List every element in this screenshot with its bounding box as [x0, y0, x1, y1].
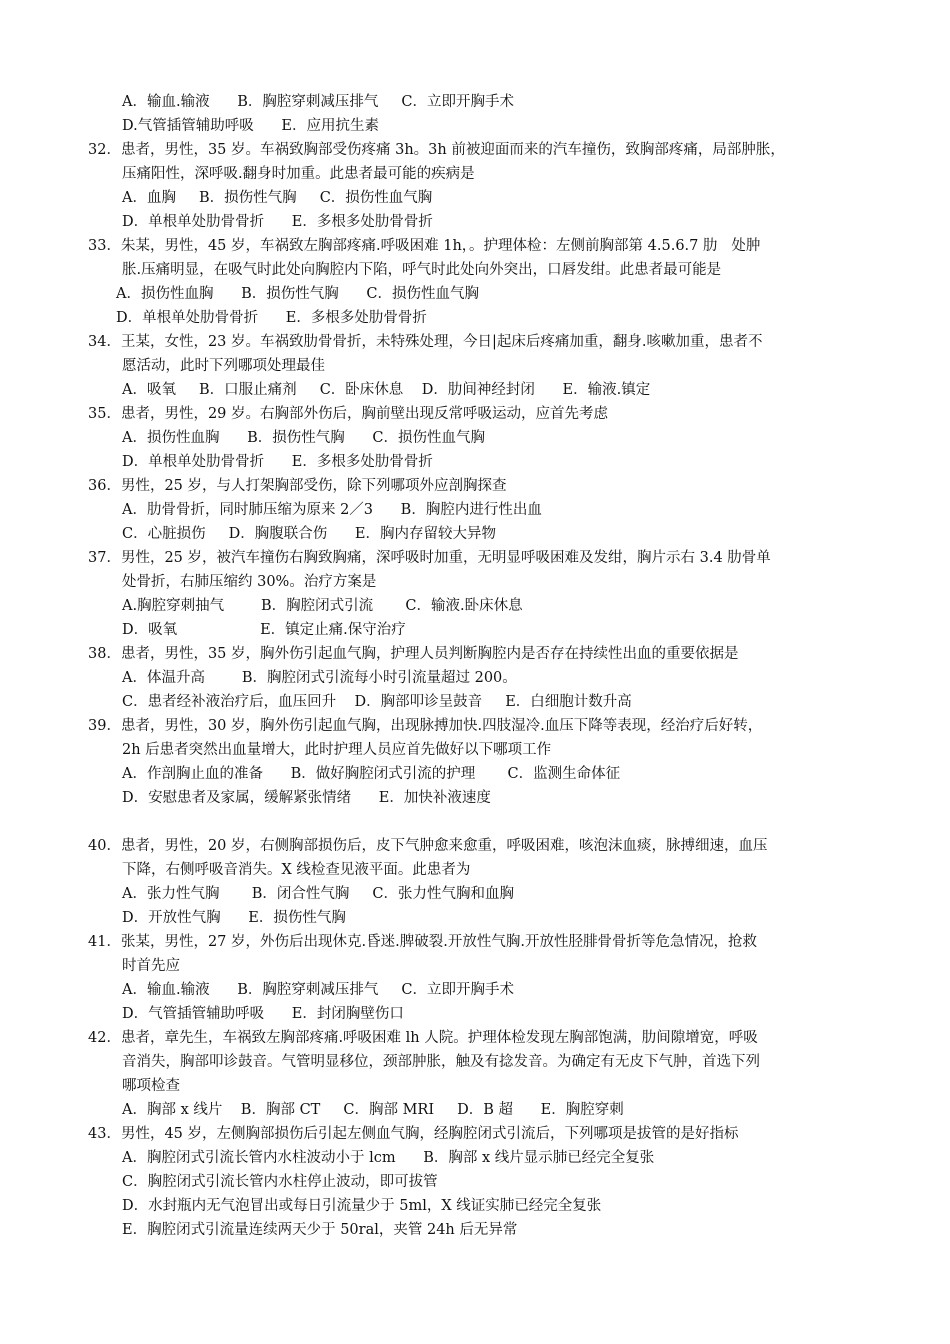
question-continuation: 处骨折，右肺压缩约 30%。治疗方案是: [122, 574, 377, 590]
option-line: D．气管插管辅助呼吸 E．封闭胸壁伤口: [122, 1006, 404, 1022]
question-continuation: 下降，右侧呼吸音消失。X 线检查见液平面。此患者为: [122, 862, 471, 878]
option-line: E．胸腔闭式引流量连续两天少于 50ral，夹管 24h 后无异常: [122, 1222, 518, 1238]
question-line: 32．患者，男性，35 岁。车祸致胸部受伤疼痛 3h。3h 前被迎面而来的汽车撞伤，致胸部疼痛，局部肿胀，: [88, 142, 785, 158]
question-continuation: 时首先应: [122, 958, 180, 974]
option-line: D．单根单处肋骨骨折 E．多根多处肋骨骨折: [122, 214, 433, 230]
question-line: 36．男性，25 岁，与人打架胸部受伤，除下列哪项外应剖胸探查: [88, 478, 507, 494]
question-line: 38．患者，男性，35 岁，胸外伤引起血气胸，护理人员判断胸腔内是否存在持续性出血的重要依据是: [88, 646, 739, 662]
question-line: 39．患者，男性，30 岁，胸外伤引起血气胸，出现脉搏加快.四肢湿冷.血压下降等表现，经治疗后好转，: [88, 718, 763, 734]
option-line: A．血胸 B．损伤性气胸 C．损伤性血气胸: [122, 190, 433, 206]
option-line: A．吸氧 B．口服止痛剂 C．卧床休息 D．肋间神经封闭 E．输液.镇定: [122, 382, 651, 398]
option-line: D.气管插管辅助呼吸 E．应用抗生素: [122, 118, 379, 134]
question-line: 42．患者，章先生，车祸致左胸部疼痛.呼吸困难 lh 人院。护理体检发现左胸部饱满，肋间隙增宽，呼吸: [88, 1030, 758, 1046]
question-line: 43．男性，45 岁，左侧胸部损伤后引起左侧血气胸，经胸腔闭式引流后，下列哪项是拔管的是好指标: [88, 1126, 739, 1142]
question-line: 33．朱某，男性，45 岁，车祸致左胸部疼痛.呼吸困难 1h，。护理体检：左侧前胸部第 4.5.6.7 肋 处肿: [88, 238, 761, 254]
option-line: C．患者经补液治疗后，血压回升 D．胸部叩诊呈鼓音 E．白细胞计数升高: [122, 694, 632, 710]
option-line: D．单根单处肋骨骨折 E．多根多处肋骨骨折: [122, 454, 433, 470]
option-line: D．水封瓶内无气泡冒出或每日引流量少于 5ml，X 线证实肺已经完全复张: [122, 1198, 602, 1214]
question-continuation: 音消失，胸部叩诊鼓音。气管明显移位，颈部肿胀，触及有捻发音。为确定有无皮下气肿，首选下列: [122, 1054, 760, 1070]
option-line: C．胸腔闭式引流长管内水柱停止波动，即可拔管: [122, 1174, 438, 1190]
option-line: A．张力性气胸 B．闭合性气胸 C．张力性气胸和血胸: [122, 886, 515, 902]
option-line: D．安慰患者及家属，缓解紧张情绪 E．加快补液速度: [122, 790, 491, 806]
option-line: A．输血.输液 B．胸腔穿刺减压排气 C．立即开胸手术: [122, 982, 515, 998]
question-line: 41．张某，男性，27 岁，外伤后出现休克.昏迷.脾破裂.开放性气胸.开放性胫腓骨骨折等危急情况，抢救: [88, 934, 757, 950]
question-line: 40．患者，男性，20 岁，右侧胸部损伤后，皮下气肿愈来愈重，呼吸困难，咳泡沫血痰，脉搏细速，血压: [88, 838, 768, 854]
question-continuation: 胀.压痛明显，在吸气时此处向胸腔内下陷，呼气时此处向外突出，口唇发绀。此患者最可能是: [122, 262, 722, 278]
question-line: 35．患者，男性，29 岁。右胸部外伤后，胸前壁出现反常呼吸运动，应首先考虑: [88, 406, 609, 422]
option-line: C．心脏损伤 D．胸腹联合伤 E．胸内存留较大异物: [122, 526, 497, 542]
question-line: 37．男性，25 岁，被汽车撞伤右胸致胸痛，深呼吸时加重，无明显呼吸困难及发绀，胸片示右 3.4 肋骨单: [88, 550, 771, 566]
option-line: D．吸氧 E．镇定止痛.保守治疗: [122, 622, 406, 638]
question-line: 34．王某，女性，23 岁。车祸致肋骨骨折，未特殊处理，今日|起床后疼痛加重，翻身.咳嗽加重，患者不: [88, 334, 763, 350]
option-line: A．损伤性血胸 B．损伤性气胸 C．损伤性血气胸: [122, 430, 486, 446]
option-line: A．体温升高 B．胸腔闭式引流每小时引流量超过 200。: [122, 670, 517, 686]
option-line: D．单根单处肋骨骨折 E．多根多处肋骨骨折: [116, 310, 427, 326]
question-continuation: 愿活动，此时下列哪项处理最佳: [122, 358, 325, 374]
option-line: A．损伤性血胸 B．损伤性气胸 C．损伤性血气胸: [116, 286, 480, 302]
option-line: A.胸腔穿刺抽气 B．胸腔闭式引流 C．输液.卧床休息: [122, 598, 523, 614]
option-line: D．开放性气胸 E．损伤性气胸: [122, 910, 346, 926]
option-line: A．胸腔闭式引流长管内水柱波动小于 lcm B．胸部 x 线片显示肺已经完全复张: [122, 1150, 655, 1166]
option-line: A．输血.输液 B．胸腔穿刺减压排气 C．立即开胸手术: [122, 94, 515, 110]
question-continuation: 哪项检查: [122, 1078, 180, 1094]
option-line: A．作剖胸止血的准备 B．做好胸腔闭式引流的护理 C．监测生命体征: [122, 766, 621, 782]
option-line: A．肋骨骨折，同时肺压缩为原来 2／3 B．胸腔内进行性出血: [122, 502, 542, 518]
question-continuation: 2h 后患者突然出血量增大，此时护理人员应首先做好以下哪项工作: [122, 742, 552, 758]
option-line: A．胸部 x 线片 B．胸部 CT C．胸部 MRI D．B 超 E．胸腔穿刺: [122, 1102, 624, 1118]
question-continuation: 压痛阳性，深呼吸.翻身时加重。此患者最可能的疾病是: [122, 166, 475, 182]
